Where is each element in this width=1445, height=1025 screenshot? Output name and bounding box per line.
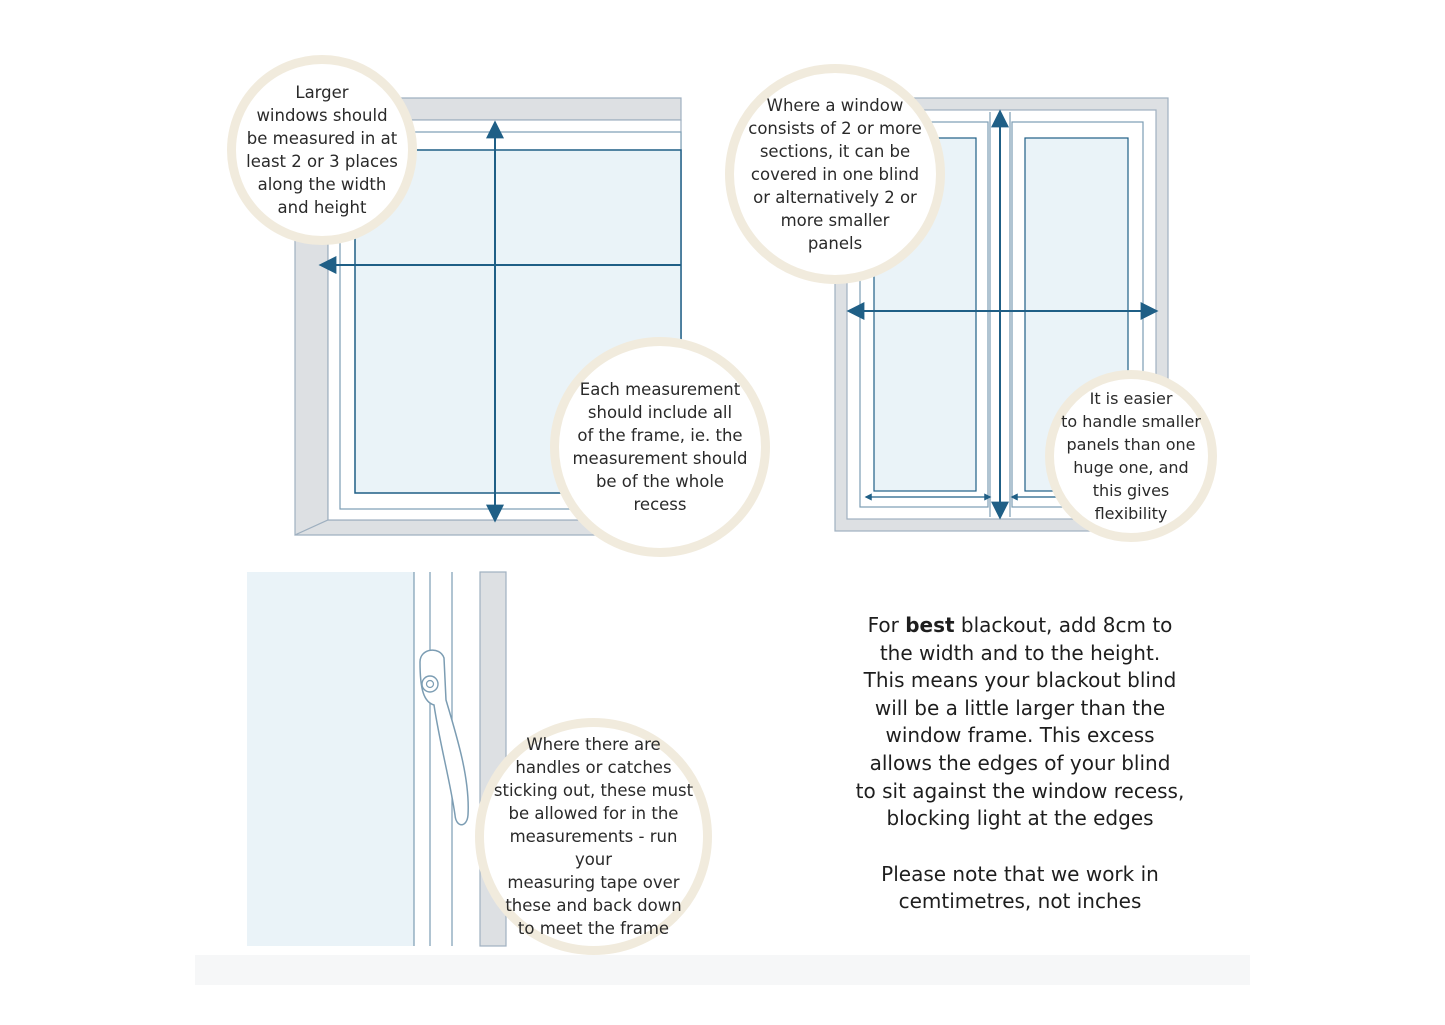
callout-line: flexibility <box>1094 504 1168 523</box>
callout-smaller-panels-text <box>1061 387 1201 525</box>
closeup-glass <box>247 572 414 946</box>
callout-line: to handle smaller <box>1061 412 1201 431</box>
note-line: the width and to the height. <box>879 640 1161 665</box>
note-line: will be a little larger than the <box>874 695 1166 720</box>
callout-line: this gives <box>1092 481 1170 500</box>
note-footer-line: Please note that we work in <box>881 861 1159 886</box>
callout-line: be measured in at <box>246 129 398 148</box>
callout-line: more smaller <box>780 210 890 230</box>
callout-line: sections, it can be <box>759 141 911 161</box>
callout-each-measurement <box>550 337 770 557</box>
callout-line: sticking out, these must <box>493 781 694 800</box>
callout-line: these and back down <box>505 896 682 915</box>
callout-larger-windows-text <box>246 81 398 219</box>
callout-line: be allowed for in the <box>508 804 679 823</box>
note-text: blackout, add 8cm to <box>954 613 1173 637</box>
callout-line: or alternatively 2 or <box>753 187 917 207</box>
callout-line: to meet the frame <box>517 919 670 938</box>
note-line: to sit against the window recess, <box>855 778 1185 803</box>
callout-line: windows should <box>256 106 388 125</box>
callout-multiple-sections-text <box>748 94 921 255</box>
note-text: For <box>867 613 906 637</box>
callout-line: Each measurement <box>579 380 741 399</box>
callout-line: be of the whole <box>595 472 725 491</box>
callout-line: panels <box>807 233 863 253</box>
callout-line: measurements - run your <box>509 827 678 869</box>
callout-smaller-panels <box>1045 370 1217 542</box>
callout-line: consists of 2 or more <box>748 118 922 138</box>
note-line: allows the edges of your blind <box>869 750 1171 775</box>
note-spacer <box>830 833 1210 861</box>
callout-line: huge one, and <box>1073 458 1189 477</box>
note-line: This means your blackout blind <box>863 668 1177 693</box>
callout-line: covered in one blind <box>750 164 920 184</box>
callout-multiple-sections <box>725 64 945 284</box>
callout-handles-text <box>490 733 697 940</box>
callout-line: should include all <box>587 403 733 422</box>
callout-line: Where a window <box>766 95 904 115</box>
callout-line: Where there are <box>526 735 661 754</box>
callout-line: It is easier <box>1089 389 1173 408</box>
handle-lock-inner <box>427 681 434 688</box>
callout-line: Larger <box>295 83 349 102</box>
note-line: window frame. This excess <box>885 723 1155 748</box>
callout-line: and height <box>277 198 367 217</box>
callout-line: recess <box>633 495 687 514</box>
note-line <box>830 612 1210 640</box>
blackout-note <box>830 612 1210 916</box>
callout-larger-windows <box>227 55 417 245</box>
handle-closeup-illustration <box>247 572 506 946</box>
callout-line: measurement should <box>572 449 748 468</box>
callout-handles <box>475 718 712 955</box>
callout-each-measurement-text <box>572 378 747 516</box>
callout-line: of the frame, ie. the <box>577 426 743 445</box>
callout-line: panels than one <box>1066 435 1196 454</box>
callout-line: measuring tape over <box>507 873 680 892</box>
callout-line: along the width <box>257 175 387 194</box>
callout-line: least 2 or 3 places <box>246 152 398 171</box>
note-bold-text: best <box>905 613 955 637</box>
floor-band <box>195 955 1250 985</box>
callout-line: handles or catches <box>515 758 672 777</box>
note-footer-line: cemtimetres, not inches <box>898 889 1142 914</box>
note-line: blocking light at the edges <box>886 806 1154 831</box>
